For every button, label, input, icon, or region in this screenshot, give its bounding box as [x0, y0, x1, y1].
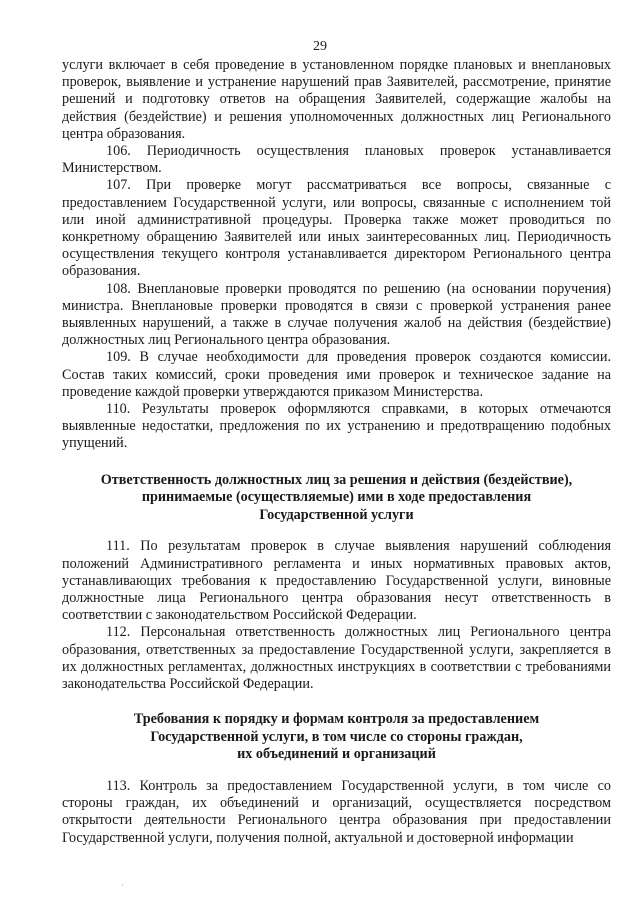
paragraph-106: 106. Периодичность осуществления плановых проверок устанавливается Министерством.: [62, 143, 611, 177]
page-number: 29: [313, 39, 327, 54]
heading-line: Государственной услуги, в том числе со стороны граждан,: [150, 728, 523, 745]
section-heading-control-requirements: [62, 711, 611, 764]
scan-mark: ·: [121, 880, 124, 890]
page-body: [62, 57, 611, 847]
heading-line: Государственной услуги: [259, 506, 414, 523]
paragraph-113: 113. Контроль за предоставлением Государственной услуги, в том числе со стороны граждан, их объединений и организаций, осуществляется посредством открытости деятельности Регионального центра образования при предоставлении Государственной услуги, получения полной, актуальной и достоверной информации: [62, 778, 611, 846]
paragraph-111: 111. По результатам проверок в случае выявления нарушений соблюдения положений Административного регламента и иных нормативных правовых актов, устанавливающих требования к предоставлению Государственной услуги, виновные должностные лица Регионального центра образования несут ответственность в соответствии с законодательством Российской Федерации.: [62, 538, 611, 624]
paragraph-109: 109. В случае необходимости для проведения проверок создаются комиссии. Состав таких комиссий, сроки проведения ими проверок и техническое задание на проведение каждой проверки утверждаются приказом Министерства.: [62, 349, 611, 400]
heading-line: принимаемые (осуществляемые) ими в ходе предоставления: [141, 489, 532, 506]
heading-line: Требования к порядку и формам контроля за предоставлением: [133, 711, 540, 728]
heading-line: Ответственность должностных лиц за решения и действия (бездействие),: [100, 471, 573, 488]
heading-line: их объединений и организаций: [237, 746, 436, 763]
paragraph-110: 110. Результаты проверок оформляются справками, в которых отмечаются выявленные недостатки, предложения по их устранению и предотвращению подобных упущений.: [62, 401, 611, 452]
paragraph-112: 112. Персональная ответственность должностных лиц Регионального центра образования, ответственных за предоставление Государственной услуги, закрепляется в их должностных регламентах, должностных инструкциях в соответствии с требованиями законодательства Российской Федерации.: [62, 624, 611, 693]
paragraph-107: 107. При проверке могут рассматриваться все вопросы, связанные с предоставлением Государственной услуги, или вопросы, связанные с исполнением той или иной административной процедуры. Проверка также может проводиться по конкретному обращению Заявителей или иных заинтересованных лиц. Периодичность осуществления текущего контроля устанавливается директором Регионального центра образования.: [62, 177, 611, 280]
paragraph-108: 108. Внеплановые проверки проводятся по решению (на основании поручения) министра. Внеплановые проверки проводятся в связи с проверкой устранения ранее выявленных нарушений, а также в случае получения жалоб на действия (бездействие) должностных лиц Регионального центра образования.: [62, 280, 611, 349]
section-heading-responsibility: [62, 472, 611, 525]
paragraph-continuation: услуги включает в себя проведение в установленном порядке плановых и внеплановых проверок, выявление и устранение нарушений прав Заявителей, рассмотрение, принятие решений и подготовку ответов на обращения Заявителей, содержащие жалобы на действия (бездействие) и решения уполномоченных должностных лиц Регионального центра образования.: [62, 57, 611, 142]
